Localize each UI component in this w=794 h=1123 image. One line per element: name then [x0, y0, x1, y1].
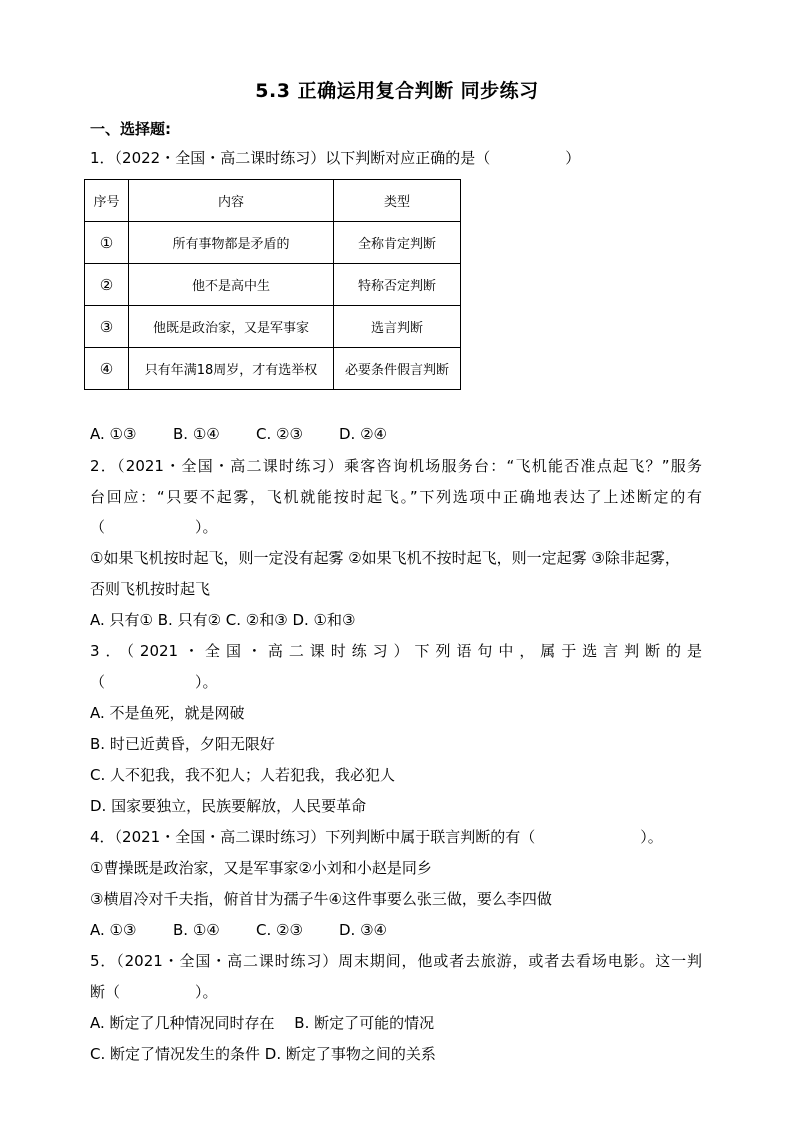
table-cell: 所有事物都是矛盾的	[129, 222, 334, 264]
q5-options-cd: C. 断定了情况发生的条件 D. 断定了事物之间的关系	[90, 1045, 436, 1063]
q4-option-c: C. ②③	[256, 921, 303, 939]
q5-line-2: 断（ ）。	[90, 983, 218, 1001]
q5-options-ab: A. 断定了几种情况同时存在 B. 断定了可能的情况	[90, 1014, 435, 1032]
q3-option-b: B. 时已近黄昏，夕阳无限好	[90, 735, 275, 753]
table-cell: ②	[85, 264, 129, 306]
table-header-row	[85, 180, 461, 222]
q2-line-5: 否则飞机按时起飞	[90, 580, 211, 598]
table-cell: 选言判断	[334, 306, 461, 348]
table-cell: 必要条件假言判断	[334, 348, 461, 390]
table-cell: ④	[85, 348, 129, 390]
q3-option-d: D. 国家要独立，民族要解放，人民要革命	[90, 797, 367, 815]
table-cell: 全称肯定判断	[334, 222, 461, 264]
table-header-cell: 类型	[334, 180, 461, 222]
q1-option-c: C. ②③	[256, 425, 303, 443]
q3-option-a: A. 不是鱼死，就是网破	[90, 704, 245, 722]
table-header-cell: 内容	[129, 180, 334, 222]
table-cell: 只有年满18周岁，才有选举权	[129, 348, 334, 390]
table-row	[85, 222, 461, 264]
table-row	[85, 348, 461, 390]
q2-line-4: ①如果飞机按时起飞，则一定没有起雾 ②如果飞机不按时起飞，则一定起雾 ③除非起雾，	[90, 549, 680, 567]
table-cell: 特称否定判断	[334, 264, 461, 306]
q4-line-2: ①曹操既是政治家，又是军事家②小刘和小赵是同乡	[90, 859, 432, 877]
q4-option-b: B. ①④	[173, 921, 220, 939]
table-row	[85, 306, 461, 348]
table-cell: 他既是政治家，又是军事家	[129, 306, 334, 348]
table-cell: ①	[85, 222, 129, 264]
q1-option-b: B. ①④	[173, 425, 220, 443]
q1-stem: 1．（2022・全国・高二课时练习）以下判断对应正确的是（ ）	[90, 149, 581, 167]
q3-line-2: （ ）。	[90, 673, 218, 691]
q2-line-3: （ ）。	[90, 518, 218, 536]
q4-options	[90, 920, 387, 940]
q1-table	[84, 179, 461, 390]
q4-option-d: D. ③④	[339, 921, 387, 939]
section-heading: 一、选择题:	[90, 120, 171, 138]
q1-option-d: D. ②④	[339, 425, 387, 443]
q1-option-a: A. ①③	[90, 425, 137, 443]
q2-line-1: 2．（2021・全国・高二课时练习）乘客咨询机场服务台：“飞机能否准点起飞？”服务	[90, 457, 702, 475]
q4-line-1: 4．（2021・全国・高二课时练习）下列判断中属于联言判断的有（ ）。	[90, 828, 663, 846]
page-title: 5.3 正确运用复合判断 同步练习	[255, 80, 539, 102]
table-header-cell: 序号	[85, 180, 129, 222]
q4-line-3: ③横眉冷对千夫指，俯首甘为孺子牛④这件事要么张三做，要么李四做	[90, 890, 552, 908]
table-cell: 他不是高中生	[129, 264, 334, 306]
q4-option-a: A. ①③	[90, 921, 137, 939]
q3-line-1: 3．（2021・全国・高二课时练习）下列语句中，属于选言判断的是	[90, 642, 702, 660]
q2-options: A. 只有① B. 只有② C. ②和③ D. ①和③	[90, 611, 356, 629]
q3-option-c: C. 人不犯我，我不犯人；人若犯我，我必犯人	[90, 766, 396, 784]
table-cell: ③	[85, 306, 129, 348]
q2-line-2: 台回应：“只要不起雾，飞机就能按时起飞。”下列选项中正确地表达了上述断定的有	[90, 488, 702, 506]
table-row	[85, 264, 461, 306]
q1-options	[90, 424, 387, 444]
q5-line-1: 5．（2021・全国・高二课时练习）周末期间，他或者去旅游，或者去看场电影。这一判	[90, 952, 702, 970]
